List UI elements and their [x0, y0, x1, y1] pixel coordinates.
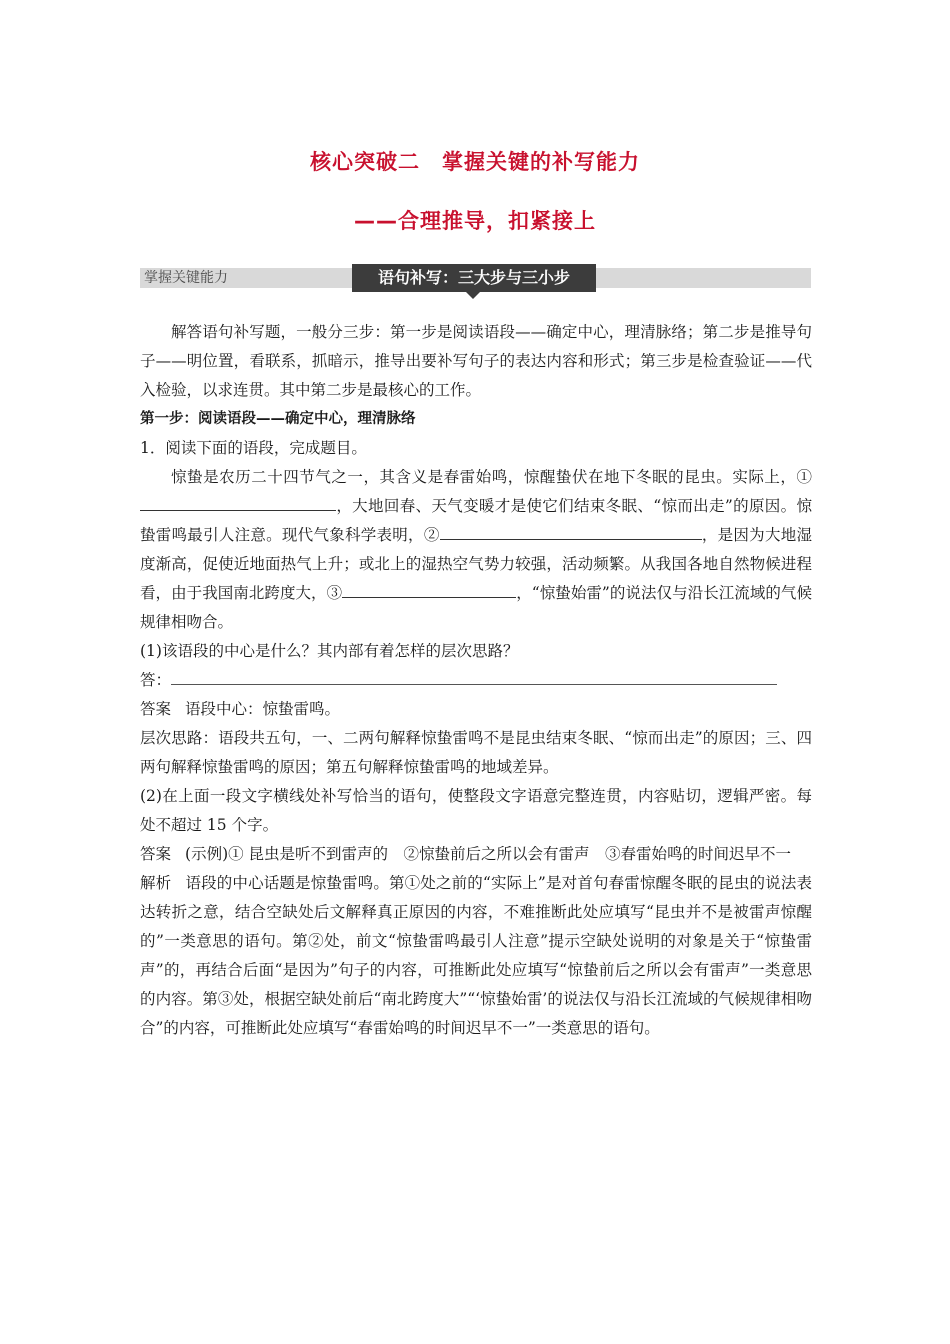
passage-text-b: ，大地回春、天气变暖才是使它们结束冬眠、“惊而出走”的原因。惊蛰雷鸣最引人注意。现代气象科学表明，	[140, 497, 812, 544]
sub2-answer-text: (示例)① 昆虫是听不到雷声的 ②惊蛰前后之所以会有雷声 ③春雷始鸣的时间迟早不一	[185, 845, 792, 863]
step1-heading: 第一步：阅读语段——确定中心，理清脉络	[140, 411, 416, 427]
blank-3-marker: ③	[326, 584, 343, 602]
page-title: 核心突破二 掌握关键的补写能力	[310, 150, 640, 174]
answer-prompt: 答：	[140, 671, 172, 689]
blank-1-marker: ①	[796, 468, 812, 486]
tab-pointer-icon	[466, 292, 480, 299]
passage-text-d: ，“惊蛰始雷”的说法仅与沿长江流域的气候规律相吻合。	[140, 584, 812, 631]
document-body	[140, 318, 812, 1043]
sub-question-1: (1)该语段的中心是什么？其内部有着怎样的层次思路？	[140, 642, 519, 660]
section-left-label: 掌握关键能力	[144, 270, 228, 286]
sub1-answer-text: 语段中心：惊蛰雷鸣。	[185, 700, 341, 718]
sub2-answer	[140, 840, 812, 869]
analysis	[140, 869, 812, 1043]
blank-1-line	[140, 493, 336, 511]
section-tab	[352, 264, 596, 292]
passage-text-a: 惊蛰是农历二十四节气之一，其含义是春雷始鸣，惊醒蛰伏在地下冬眠的昆虫。实际上，	[171, 468, 797, 486]
sub1-answer	[140, 695, 812, 724]
blank-2-line	[440, 522, 702, 540]
passage-text-c: ，是因为大地湿度渐高，促使近地面热气上升；或北上的湿热空气势力较强，活动频繁。从我国各地自然物候进程看，由于我国南北跨度大，	[140, 526, 812, 602]
blank-3-line	[342, 580, 516, 598]
sub-question-2: (2)在上面一段文字横线处补写恰当的语句，使整段文字语意完整连贯，内容贴切，逻辑严密。每处不超过 15 个字。	[140, 787, 812, 834]
intro-paragraph: 解答语句补写题，一般分三步：第一步是阅读语段——确定中心，理清脉络；第二步是推导句子——明位置，看联系，抓暗示，推导出要补写句子的表达内容和形式；第三步是检查验证——代入检验，以求连贯。其中第二步是最核心的工作。	[140, 323, 812, 399]
page-subtitle: ——合理推导，扣紧接上	[354, 209, 596, 233]
section-tab-label: 语句补写：三大步与三小步	[377, 268, 570, 287]
passage	[140, 463, 812, 637]
sub1-answer-label: 答案	[140, 700, 172, 718]
question-1: 1．阅读下面的语段，完成题目。	[140, 439, 367, 457]
sub2-answer-label: 答案	[140, 845, 172, 863]
analysis-label: 解析	[140, 874, 172, 892]
answer-line-row	[140, 666, 812, 695]
analysis-text: 语段的中心话题是惊蛰雷鸣。第①处之前的“实际上”是对首句春雷惊醒冬眠的昆虫的说法表达转折之意，结合空缺处后文解释真正原因的内容，不难推断此处应填写“昆虫并不是被雷声惊醒的”一类意思的语句。第②处，前文“惊蛰雷鸣最引人注意”提示空缺处说明的对象是关于“惊蛰雷声”的，再结合后面“是因为”句子的内容，可推断此处应填写“惊蛰前后之所以会有雷声”一类意思的内容。第③处，根据空缺处前后“南北跨度大”“‘惊蛰始雷’的说法仅与沿长江流域的气候规律相吻合”的内容，可推断此处应填写“春雷始鸣的时间迟早不一”一类意思的语句。	[140, 874, 812, 1037]
answer-blank-line	[171, 667, 777, 685]
blank-2-marker: ②	[423, 526, 440, 544]
sub1-layers: 层次思路：语段共五句，一、二两句解释惊蛰雷鸣不是昆虫结束冬眠、“惊而出走”的原因；三、四两句解释惊蛰雷鸣的原因；第五句解释惊蛰雷鸣的地域差异。	[140, 729, 812, 776]
